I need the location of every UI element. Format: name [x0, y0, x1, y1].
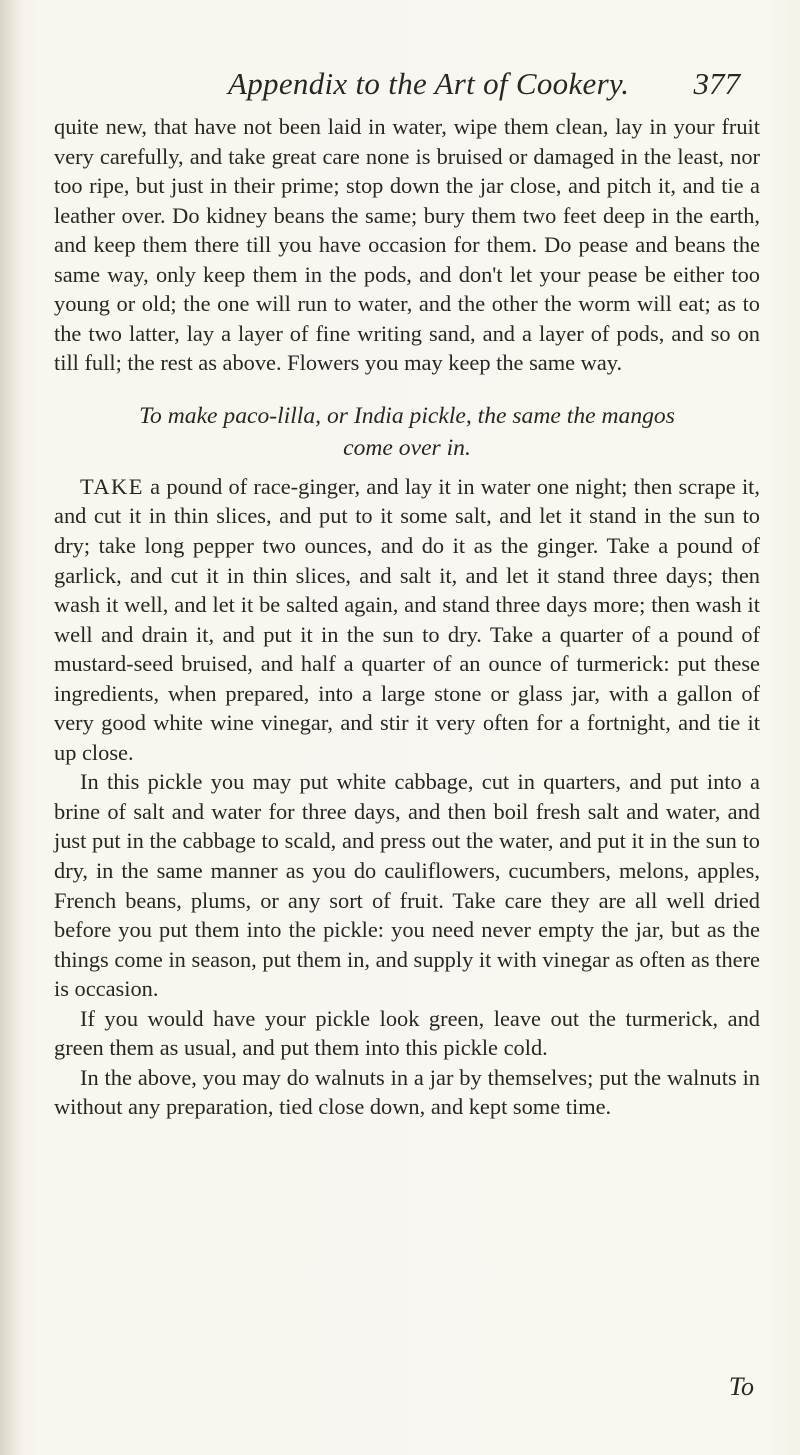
- recipe-paragraph-1: [54, 472, 760, 767]
- recipe-heading-line-2: come over in.: [343, 434, 471, 461]
- page-number: 377: [693, 66, 740, 101]
- recipe-paragraph-3: If you would have your pickle look green, leave out the turmerick, and green them as usual, and put them into this pickle cold.: [54, 1005, 760, 1061]
- paragraph-continued: quite new, that have not been laid in water, wipe them clean, lay in your fruit very carefully, and take great care none is bruised or damaged in the least, nor too ripe, but just in their prime; stop down the jar close, and pitch it, and tie a leather over. Do kidney beans the same; bury them two feet deep in the earth, and keep them there till you have occasion for them. Do pease and beans the same way, only keep them in the pods, and don't let your pease be either too young or old; the one will run to water, and the other the worm will eat; as to the two latter, lay a layer of fine writing sand, and a layer of pods, and so on till full; the rest as above. Flowers you may keep the same way.: [54, 114, 760, 376]
- running-title: Appendix to the Art of Cookery.: [228, 66, 630, 101]
- page-header: [200, 60, 740, 110]
- recipe-paragraph-4: In the above, you may do walnuts in a jar by themselves; put the walnuts in without any preparation, tied close down, and kept some time.: [54, 1064, 760, 1120]
- recipe-heading-line-1: To make paco-lilla, or India pickle, the same the mangos: [139, 402, 675, 429]
- body-text: [54, 112, 760, 1122]
- opening-word: TAKE: [80, 473, 144, 499]
- recipe-paragraph-2: In this pickle you may put white cabbage, cut in quarters, and put into a brine of salt and water for three days, and then boil fresh salt and water, and just put in the cabbage to scald, and press out the water, and put it in the sun to dry, in the same manner as you do cauliflowers, cucumbers, melons, apples, French beans, plums, or any sort of fruit. Take care they are all well dried before you put them into the pickle: you need never empty the jar, but as the things come in season, put them in, and supply it with vinegar as often as there is occasion.: [54, 769, 760, 1002]
- catchword: To: [728, 1372, 754, 1401]
- recipe-paragraph-1-text: a pound of race-ginger, and lay it in water one night; then scrape it, and cut it in thin slices, and put to it some salt, and let it stand in the sun to dry; take long pepper two ounces, and do it as the ginger. Take a pound of garlick, and cut it in thin slices, and salt it, and let it stand three days; then wash it well, and let it be salted again, and stand three days more; then wash it well and drain it, and put it in the sun to dry. Take a quarter of a pound of mustard-seed bruised, and half a quarter of an ounce of turmerick: put these ingredients, when prepared, into a large stone or glass jar, with a gallon of very good white wine vinegar, and stir it very often for a fortnight, and tie it up close.: [54, 473, 760, 765]
- recipe-heading: [54, 400, 760, 464]
- binding-edge: [0, 0, 22, 1455]
